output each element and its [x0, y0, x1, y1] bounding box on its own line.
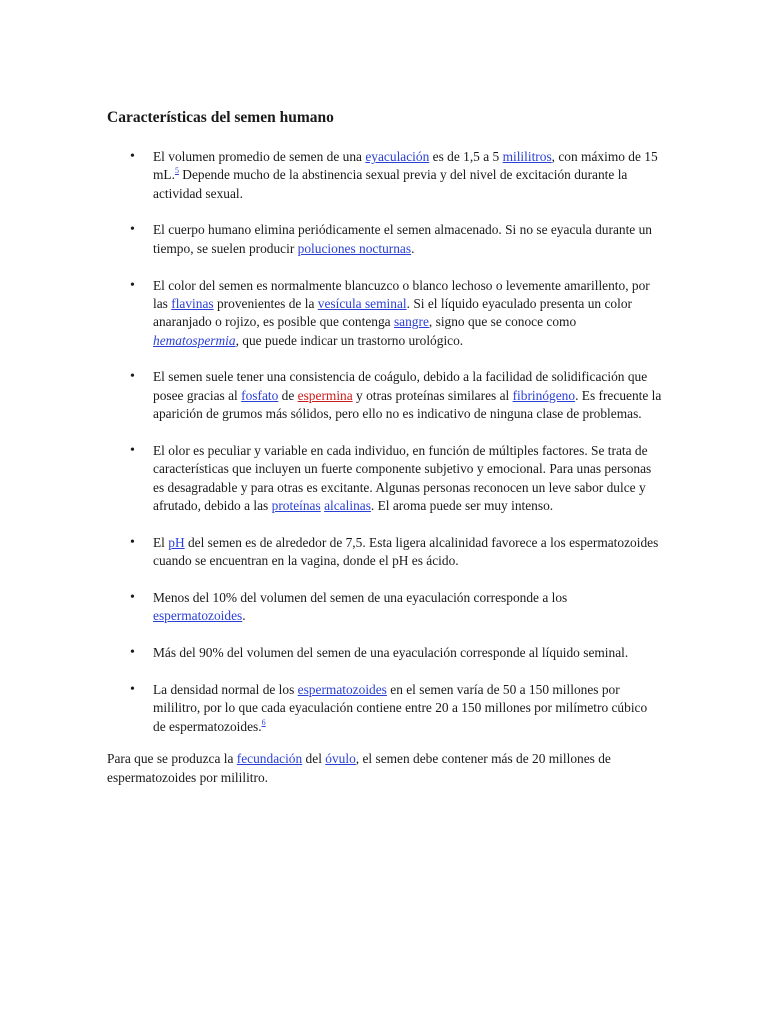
- document-page: [107, 108, 663, 800]
- item-text: . El aroma puede ser muy intenso.: [370, 497, 554, 513]
- link-poluciones-nocturnas[interactable]: poluciones nocturnas: [297, 240, 412, 256]
- paragraph-text: , el semen debe contener más de 20 millones de espermatozoides por mililitro.: [107, 751, 611, 785]
- list-item: [107, 148, 663, 203]
- closing-paragraph: [107, 750, 663, 787]
- bullet-icon: •: [130, 149, 135, 164]
- link-espermatozoides[interactable]: espermatozoides: [297, 681, 387, 697]
- link-mililitros[interactable]: mililitros: [502, 149, 552, 164]
- list-item: [107, 221, 663, 258]
- bullet-icon: •: [130, 645, 135, 661]
- list-item: [107, 368, 663, 423]
- link-proteinas[interactable]: proteínas: [271, 497, 321, 513]
- item-text: El semen suele tener una consistencia de coágulo, debido a la facilidad de solidificación que posee gracias al: [153, 369, 648, 403]
- item-text: El color del semen es normalmente blancuzco o blanco lechoso o levemente amarillento, por las: [153, 277, 650, 311]
- link-ph[interactable]: pH: [168, 534, 185, 550]
- paragraph-text: del: [302, 751, 326, 767]
- item-text: . Si el líquido eyaculado presenta un color anaranjado o rojizo, es posible que contenga: [153, 295, 632, 330]
- characteristics-list: [107, 148, 663, 736]
- link-vesicula-seminal[interactable]: vesícula seminal: [317, 295, 407, 311]
- list-item: [107, 442, 663, 515]
- list-item: [107, 277, 663, 350]
- item-text: .: [242, 608, 246, 624]
- item-text: Menos del 10% del volumen del semen de una eyaculación corresponde a los: [153, 589, 568, 605]
- item-text: Más del 90% del volumen del semen de una eyaculación corresponde al líquido seminal.: [153, 645, 629, 661]
- link-fosfato[interactable]: fosfato: [241, 387, 279, 403]
- link-alcalinas[interactable]: alcalinas: [324, 497, 371, 513]
- reference-link[interactable]: 5: [174, 166, 179, 176]
- paragraph-text: Para que se produzca la: [107, 751, 237, 767]
- item-text: Depende mucho de la abstinencia sexual previa y del nivel de excitación durante la actividad sexual.: [153, 167, 628, 201]
- bullet-icon: •: [130, 222, 135, 238]
- item-text: del semen es de alrededor de 7,5. Esta ligera alcalinidad favorece a los espermatozoides cuando se encuentran en la vagina, donde el pH es ácido.: [153, 534, 659, 569]
- link-eyaculacion[interactable]: eyaculación: [365, 149, 430, 164]
- link-fecundacion[interactable]: fecundación: [236, 751, 303, 767]
- item-text: , con máximo de 15 mL.: [153, 149, 658, 183]
- link-espermina[interactable]: espermina: [297, 387, 353, 403]
- link-sangre[interactable]: sangre: [393, 314, 429, 330]
- item-text: La densidad normal de los: [153, 681, 298, 697]
- item-text: en el semen varía de 50 a 150 millones por mililitro, por lo que cada eyaculación contiene entre 20 a 150 millones por milímetro cúbico de espermatozoides.: [153, 681, 648, 734]
- item-text: , signo que se conoce como: [428, 314, 577, 330]
- item-text: .: [411, 240, 415, 256]
- bullet-icon: •: [130, 534, 135, 550]
- bullet-icon: •: [130, 277, 135, 293]
- item-text: provenientes de la: [213, 295, 318, 311]
- link-fibrinogeno[interactable]: fibrinógeno: [512, 387, 576, 403]
- link-ovulo[interactable]: óvulo: [325, 751, 356, 767]
- list-item: [107, 681, 663, 736]
- reference-link[interactable]: 6: [261, 717, 266, 727]
- item-text: . Es frecuente la aparición de grumos más sólidos, pero ello no es indicativo de ninguna clase de problemas.: [153, 387, 662, 422]
- item-text: El cuerpo humano elimina periódicamente el semen almacenado. Si no se eyacula durante un tiempo, se suelen producir: [153, 222, 652, 256]
- list-item: [107, 534, 663, 571]
- item-text: de: [278, 387, 298, 403]
- list-item: [107, 644, 663, 662]
- bullet-icon: •: [130, 681, 135, 697]
- bullet-icon: •: [130, 589, 135, 605]
- item-text: es de 1,5 a 5: [429, 149, 503, 164]
- item-text: El: [153, 534, 169, 550]
- link-hematospermia[interactable]: hematospermia: [153, 332, 236, 348]
- link-espermatozoides[interactable]: espermatozoides: [153, 608, 243, 624]
- item-text: El olor es peculiar y variable en cada individuo, en función de múltiples factores. Se trata de características que incluyen un fuerte componente subjetivo y emocional. Para unas personas es desagradable y para otras es excitante. Algunas personas reconocen un leve sabor dulce y afrutado, debido a las: [153, 442, 652, 513]
- item-text: , que puede indicar un trastorno urológico.: [235, 332, 464, 348]
- link-flavinas[interactable]: flavinas: [171, 295, 214, 311]
- list-item: [107, 589, 663, 626]
- item-text: y otras proteínas similares al: [352, 387, 513, 403]
- item-text: El volumen promedio de semen de una: [153, 149, 366, 164]
- bullet-icon: •: [130, 442, 135, 458]
- bullet-icon: •: [130, 369, 135, 385]
- section-heading: Características del semen humano: [107, 109, 334, 126]
